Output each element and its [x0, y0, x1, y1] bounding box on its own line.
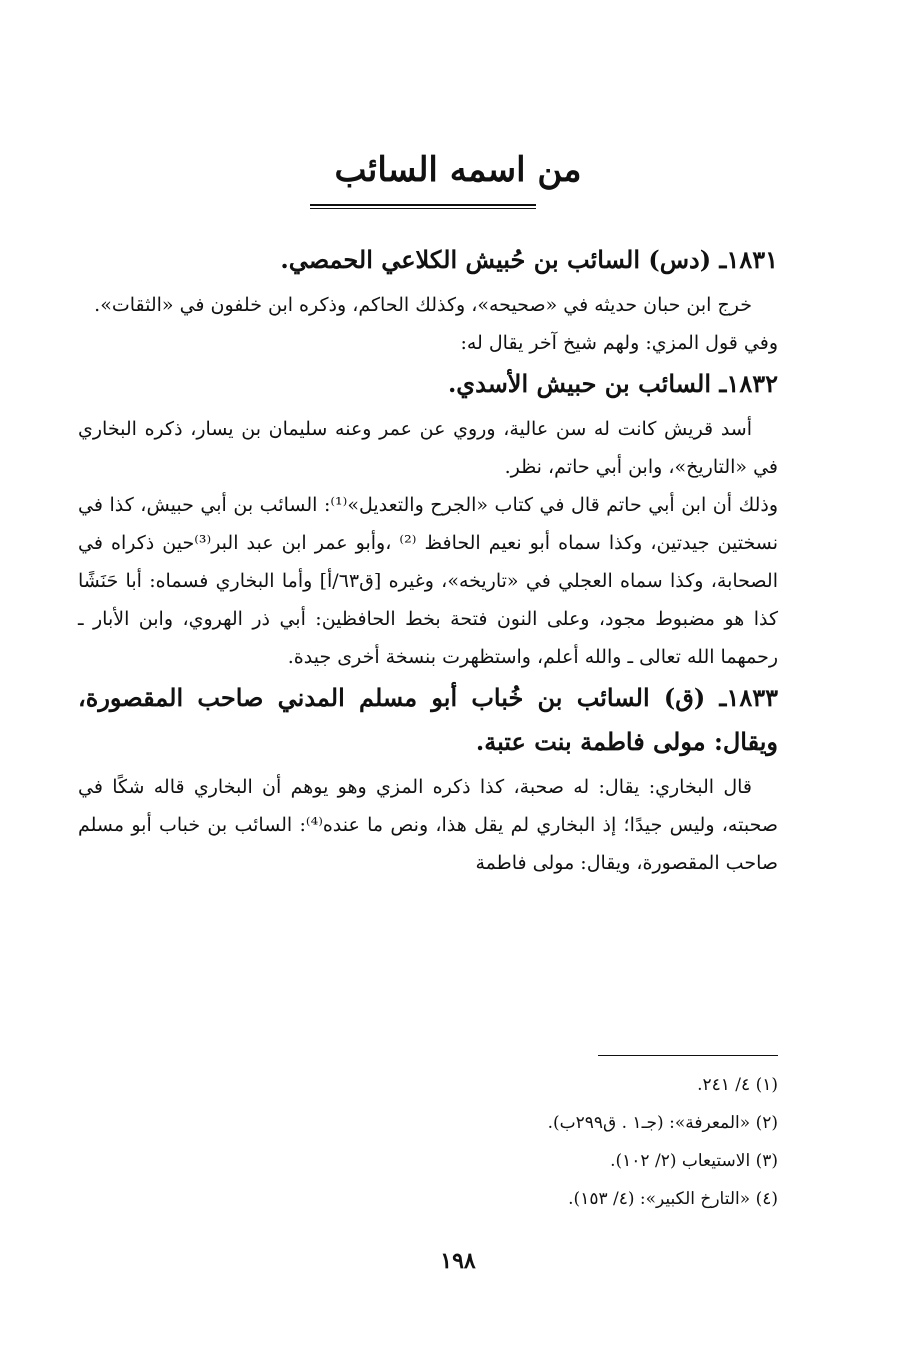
page-body: [78, 238, 778, 882]
title-underline: [310, 204, 536, 209]
footnote: (٤) «التارخ الكبير»: (٤/ ١٥٣).: [568, 1189, 778, 1209]
page-number: ١٩٨: [440, 1248, 476, 1274]
footnote-divider: [598, 1055, 778, 1056]
footnote: (٣) الاستيعاب (٢/ ١٠٢).: [610, 1151, 778, 1171]
footnote: (٢) «المعرفة»: (جـ١ . ق٢٩٩ب).: [547, 1113, 778, 1133]
entry-1831: [78, 238, 778, 362]
entry-1833: [78, 676, 778, 882]
footnote: (١) ٤/ ٢٤١.: [697, 1075, 778, 1095]
entry-heading: ١٨٣٣ـ (ق) السائب بن خُباب أبو مسلم المدني صاحب المقصورة، ويقال: مولى فاطمة بنت عتبة.: [78, 683, 778, 756]
entry-paragraph: قال البخاري: يقال: له صحبة، كذا ذكره المزي وهو يوهم أن البخاري قاله شكًا في صحبته، وليس جيدًا؛ إذ البخاري لم يقل هذا، ونص ما عنده⁽⁴⁾: السائب بن خباب أبو مسلم صاحب المقصورة، ويقال: مولى فاطمة: [78, 776, 778, 874]
footnotes: [300, 1066, 778, 1218]
entry-paragraph: وذلك أن ابن أبي حاتم قال في كتاب «الجرح والتعديل»⁽¹⁾: السائب بن أبي حبيش، كذا في نسختين جيدتين، وكذا سماه أبو نعيم الحافظ ⁽²⁾ ،وأبو عمر ابن عبد البر⁽³⁾حين ذكراه في الصحابة، وكذا سماه العجلي في «تاريخه»، وغيره [ق٦٣/أ] وأما البخاري فسماه: أبا حَنَشًا كذا هو مضبوط مجود، وعلى النون فتحة بخط الحافظين: أبي ذر الهروي، وابن الأبار ـ رحمهما الله تعالى ـ والله أعلم، واستظهرت بنسخة أخرى جيدة.: [78, 494, 779, 668]
entry-paragraph: أسد قريش كانت له سن عالية، وروي عن عمر وعنه سليمان بن يسار، ذكره البخاري في «التاريخ»، وابن أبي حاتم، نظر.: [78, 418, 778, 478]
entry-heading: ١٨٣٢ـ السائب بن حبيش الأسدي.: [447, 369, 778, 398]
chapter-title: من اسمه السائب: [334, 150, 582, 190]
entry-paragraph: خرج ابن حبان حديثه في «صحيحه»، وكذلك الحاكم، وذكره ابن خلفون في «الثقات».: [94, 294, 752, 316]
entry-paragraph: وفي قول المزي: ولهم شيخ آخر يقال له:: [460, 332, 778, 354]
entry-1832: [78, 362, 778, 676]
entry-heading: ١٨٣١ـ (دس) السائب بن حُبيش الكلاعي الحمصي.: [280, 245, 778, 274]
